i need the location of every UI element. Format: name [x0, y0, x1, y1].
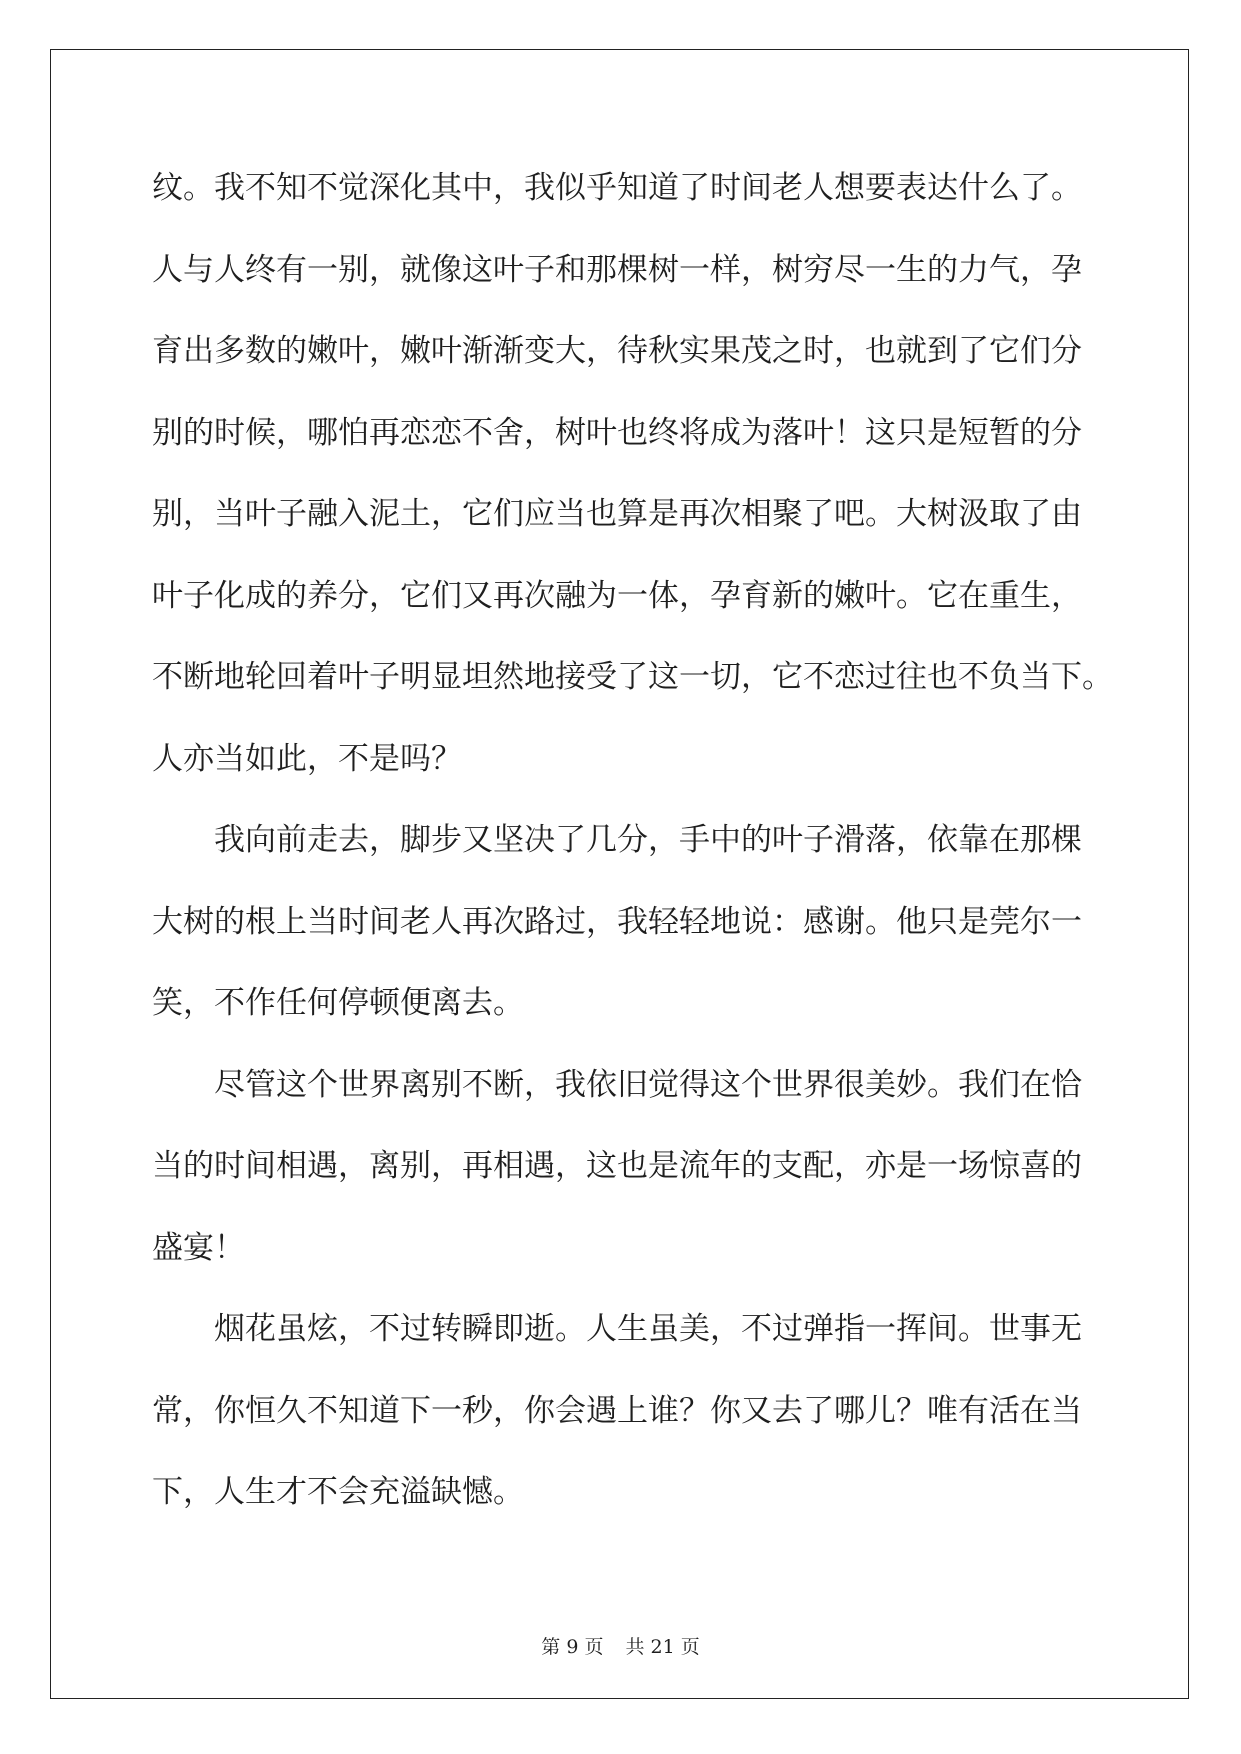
page-number: 第 9 页	[541, 1636, 604, 1658]
text-line: 大树的根上当时间老人再次路过，我轻轻地说：感谢。他只是莞尔一	[152, 903, 1082, 940]
body-text	[152, 153, 1112, 1539]
text-line: 纹。我不知不觉深化其中，我似乎知道了时间老人想要表达什么了。	[152, 170, 1082, 206]
text-line: 烟花虽炫，不过转瞬即逝。人生虽美，不过弹指一挥间。世事无	[214, 1311, 1082, 1347]
text-line: 盛宴！	[152, 1229, 245, 1266]
text-line: 别，当叶子融入泥土，它们应当也算是再次相聚了吧。大树汲取了由	[152, 496, 1082, 532]
text-line: 下，人生才不会充溢缺憾。	[152, 1474, 524, 1510]
page-footer	[0, 1632, 1241, 1659]
text-line: 人与人终有一别，就像这叶子和那棵树一样，树穷尽一生的力气，孕	[152, 251, 1082, 288]
text-line: 当的时间相遇，离别，再相遇，这也是流年的支配，亦是一场惊喜的	[152, 1148, 1082, 1184]
text-line: 育出多数的嫩叶，嫩叶渐渐变大，待秋实果茂之时，也就到了它们分	[152, 333, 1082, 369]
text-line: 我向前走去，脚步又坚决了几分，手中的叶子滑落，依靠在那棵	[214, 822, 1082, 858]
text-line: 笑，不作任何停顿便离去。	[152, 985, 524, 1021]
text-line: 常，你恒久不知道下一秒，你会遇上谁？你又去了哪儿？唯有活在当	[152, 1392, 1082, 1429]
page-total: 共 21 页	[625, 1636, 700, 1658]
text-line: 不断地轮回着叶子明显坦然地接受了这一切，它不恋过往也不负当下。	[152, 659, 1113, 695]
text-line: 别的时候，哪怕再恋恋不舍，树叶也终将成为落叶！这只是短暂的分	[152, 414, 1082, 451]
text-line: 尽管这个世界离别不断，我依旧觉得这个世界很美妙。我们在恰	[214, 1066, 1082, 1103]
text-line: 叶子化成的养分，它们又再次融为一体，孕育新的嫩叶。它在重生，	[152, 577, 1082, 614]
text-line: 人亦当如此，不是吗？	[152, 740, 462, 777]
